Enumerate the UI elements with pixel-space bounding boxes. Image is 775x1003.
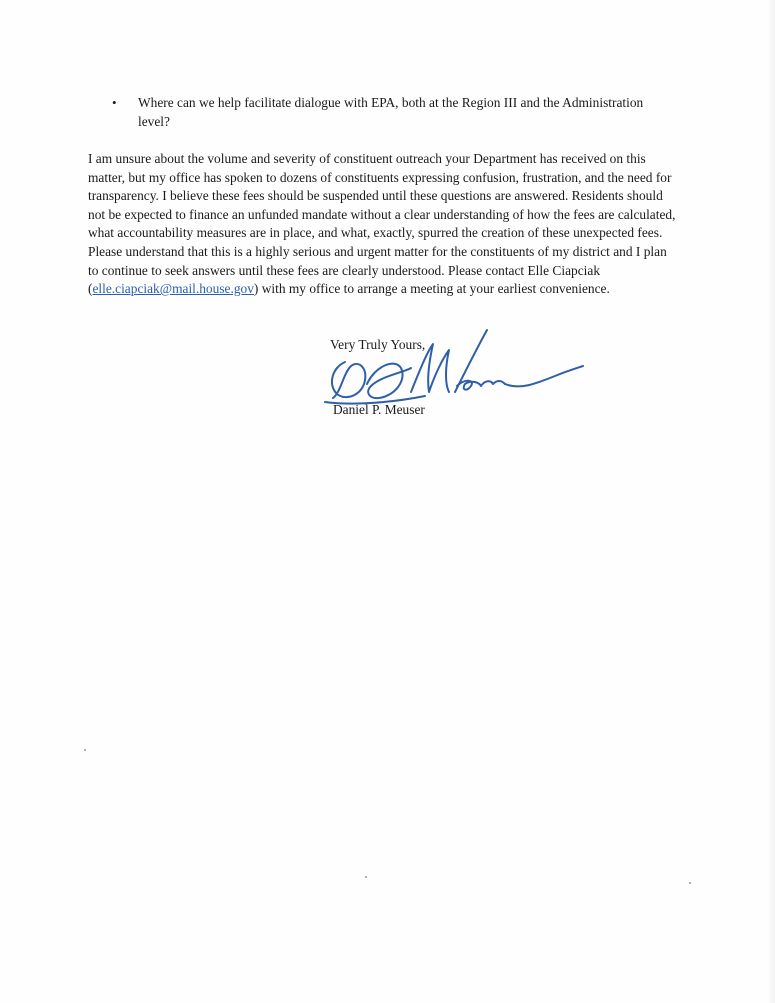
paragraph-text-before-link: I am unsure about the volume and severity of constituent outreach your Department has received on this matter, but my office has spoken to dozens of constituents expressing confusion, frustration, and the need for transparency. I believe these fees should be suspended until these questions are answered. Residents should not be expected to finance an unfunded mandate without a clear understanding of how the fees are calculated, what accountability measures are in place, and what, exactly, spurred the creation of these unexpected fees. Please understand that this is a highly serious and urgent matter for the constituents of my district and I plan to continue to seek answers until these fees are clearly understood. Please contact Elle Ciapciak (: [88, 151, 676, 297]
signer-name: Daniel P. Meuser: [333, 402, 425, 417]
question-bullet-list: [110, 93, 670, 131]
bullet-text: Where can we help facilitate dialogue with EPA, both at the Region III and the Administration level?: [138, 95, 644, 129]
paragraph-text-after-link: ) with my office to arrange a meeting at your earliest convenience.: [253, 281, 610, 297]
contact-email-link[interactable]: elle.ciapciak@mail.house.gov: [92, 281, 254, 297]
closing-salutation: Very Truly Yours,: [330, 337, 426, 352]
scan-speck: [689, 882, 691, 884]
scan-speck: [365, 876, 367, 878]
page-edge-shadow: [767, 0, 775, 1003]
scan-speck: [84, 749, 86, 751]
bullet-dot-icon: •: [112, 95, 117, 110]
bullet-item: [110, 93, 670, 131]
body-paragraph: [88, 150, 678, 299]
